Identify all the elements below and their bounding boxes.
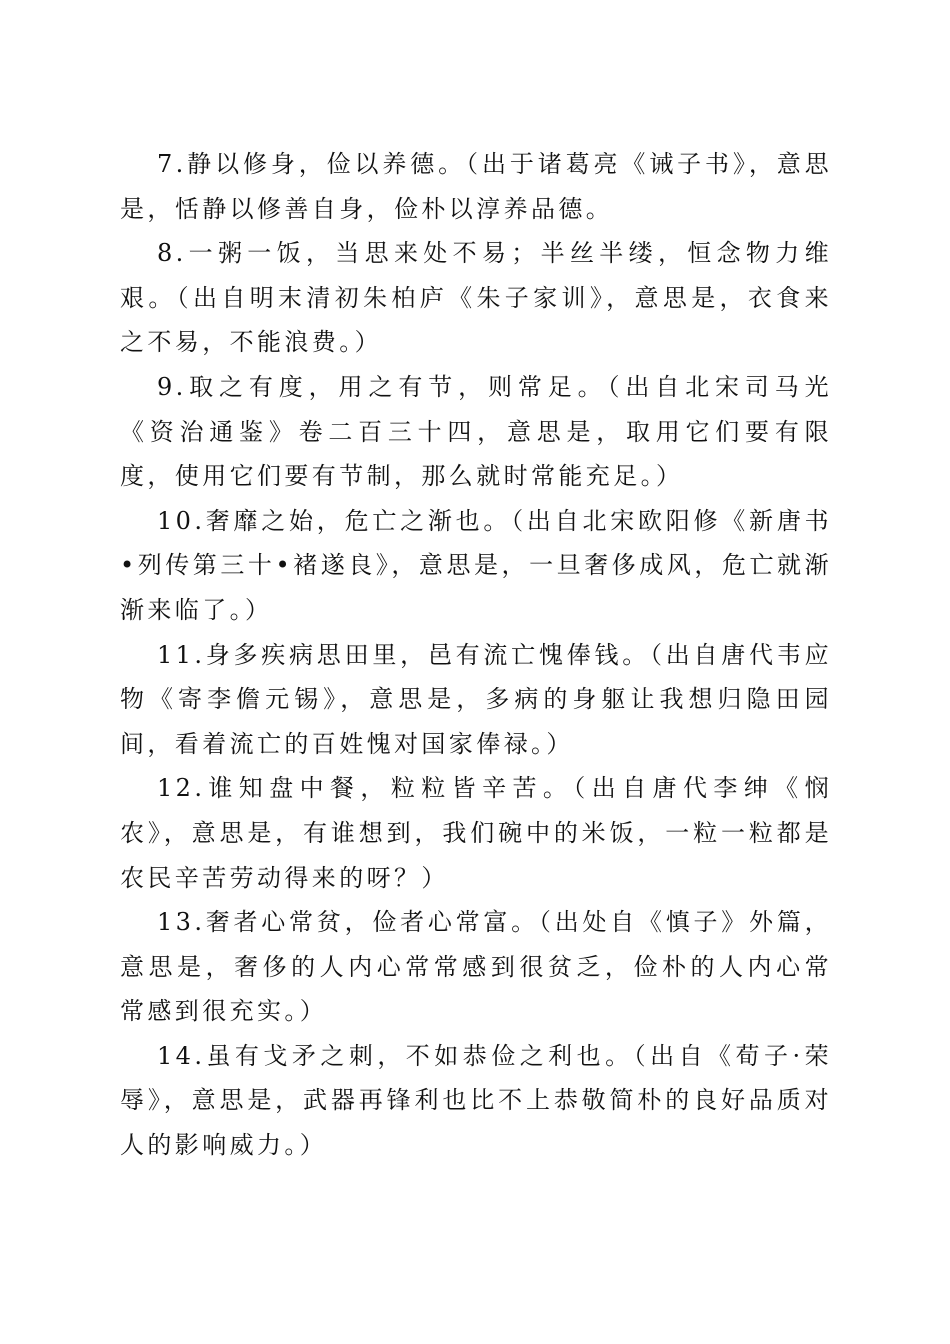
paragraph-11: 11.身多疾病思田里，邑有流亡愧俸钱。（出自唐代韦应物《寄李儋元锡》，意思是，多病的身躯让我想归隐田园间，看着流亡的百姓愧对国家俸禄。）	[120, 640, 832, 758]
document-body	[120, 142, 832, 1168]
paragraph-12: 12.谁知盘中餐，粒粒皆辛苦。（出自唐代李绅《悯农》，意思是，有谁想到，我们碗中的米饭，一粒一粒都是农民辛苦劳动得来的呀？）	[120, 774, 832, 892]
paragraph-14: 14.虽有戈矛之刺，不如恭俭之利也。（出自《荀子·荣辱》，意思是，武器再锋利也比不上恭敬简朴的良好品质对人的影响威力。）	[120, 1041, 832, 1160]
paragraph-13: 13.奢者心常贫，俭者心常富。（出处自《慎子》外篇，意思是，奢侈的人内心常常感到很贫乏，俭朴的人内心常常感到很充实。）	[120, 908, 832, 1026]
paragraph-10: 10.奢靡之始，危亡之渐也。（出自北宋欧阳修《新唐书•列传第三十•褚遂良》，意思是，一旦奢侈成风，危亡就渐渐来临了。）	[120, 506, 832, 624]
paragraph-8: 8.一粥一饭，当思来处不易；半丝半缕，恒念物力维艰。（出自明末清初朱柏庐《朱子家训》，意思是，衣食来之不易，不能浪费。）	[120, 239, 832, 357]
paragraph-7: 7.静以修身，俭以养德。（出于诸葛亮《诫子书》，意思是，恬静以修善自身，俭朴以淳养品德。	[120, 150, 832, 223]
paragraph-9: 9.取之有度，用之有节，则常足。（出自北宋司马光《资治通鉴》卷二百三十四，意思是，取用它们要有限度，使用它们要有节制，那么就时常能充足。）	[120, 372, 832, 491]
